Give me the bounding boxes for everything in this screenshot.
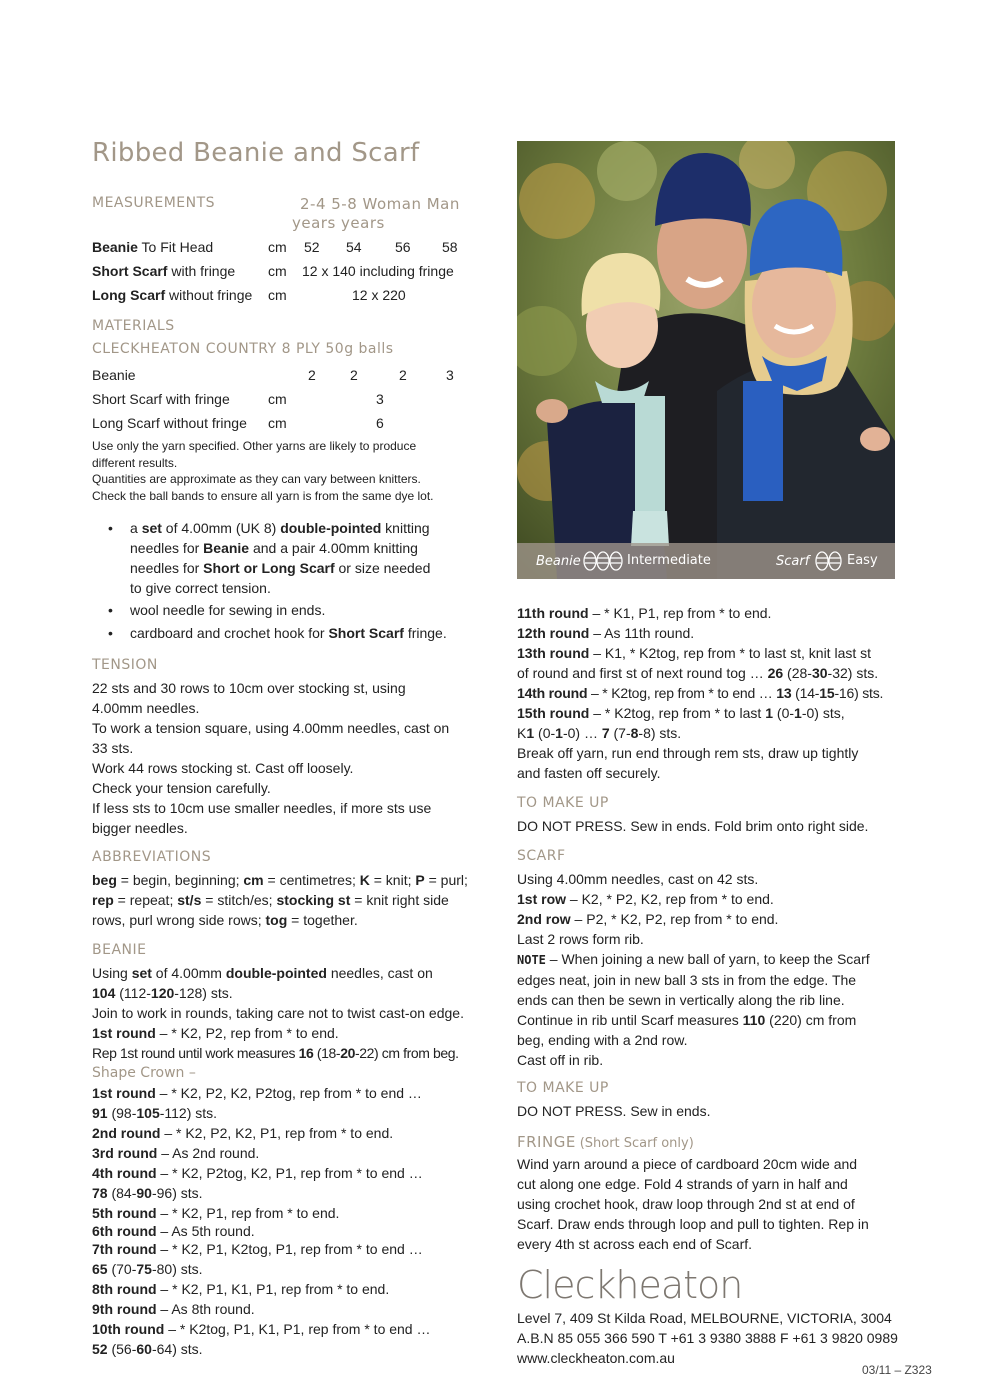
row-label: Beanie [92, 239, 138, 255]
scarf-label: Scarf [776, 554, 810, 569]
scarf-make-up-text: DO NOT PRESS. Sew in ends. [517, 1103, 711, 1119]
size-value: 52 [304, 239, 320, 255]
row-label: Short Scarf [92, 263, 168, 279]
beanie-instructions-continued: 11th round – * K1, P1, rep from * to end. 12th round – As 11th round. 13th round – K1, * K2tog, rep from * to last st, knit last st of round and first st of next round tog … 26 (28-30-32) sts. 14th round – * K2tog, rep from * to end … 13 (14-15-16) sts. 15th round – * K2tog, rep from * to last 1 (0-1-0) sts, K1 (0-1-0) … 7 (7-8-8) sts. Break off yarn, run end through rem sts, draw up tightly and fasten off securely. [517, 605, 884, 781]
fringe-subheading: (Short Scarf only) [579, 1136, 694, 1151]
size-value: 54 [346, 239, 362, 255]
material-row-label: Beanie [92, 367, 136, 383]
measure-row-short-scarf [92, 263, 235, 279]
measure-row-long-scarf [92, 287, 252, 303]
shape-crown-subheading: Shape Crown – [92, 1065, 196, 1081]
beanie-heading: BEANIE [92, 942, 147, 958]
fringe-heading: FRINGE [517, 1133, 576, 1151]
abbreviations-text: beg = begin, beginning; cm = centimetres; K = knit; P = purl; rep = repeat; st/s = stitch/es; stocking st = knit right side rows, purl wrong side rows; tog = together. [92, 872, 468, 928]
materials-heading: MATERIALS [92, 318, 175, 334]
fringe-instructions: Wind yarn around a piece of cardboard 20cm wide and cut along one edge. Fold 4 strands of yarn in half and using crochet hook, draw loop through 2nd st at end of Scarf. Draw ends through loop and pull to tighten. Rep in every 4th st across each end of Scarf. [517, 1156, 869, 1252]
measurements-heading: MEASUREMENTS [92, 195, 216, 211]
family-photo [517, 141, 895, 579]
size-value: 56 [395, 239, 411, 255]
bullet-dot: • [108, 520, 113, 536]
row-label-rest: without fringe [165, 287, 253, 303]
beanie-instructions: Using set of 4.00mm double-pointed needles, cast on 104 (112-120-128) sts. Join to work in rounds, taking care not to twist cast-on edge. 1st round – * K2, P2, rep from * to end. Rep 1st round until work measures 16 (18-20-22) cm from beg. Shape Crown – 1st round – * K2, P2, K2, P2tog, rep from * to end … 91 (98-105-112) sts. 2nd round – * K2, P2, K2, P1, rep from * to end. 3rd round – As 2nd round. 4th round – * K2, P2tog, K2, P1, rep from * to end … 78 (84-90-96) sts. 5th round – * K2, P1, rep from * to end. 6th round – As 5th round. 7th round – * K2, P1, K2tog, P1, rep from * to end … 65 (70-75-80) sts. 8th round – * K2, P1, K1, P1, rep from * to end. 9th round – As 8th round. 10th round – * K2tog, P1, K1, P1, rep from * to end … 52 (56-60-64) sts. [92, 963, 482, 1359]
note-line: Check the ball bands to ensure all yarn is from the same dye lot. [92, 488, 434, 503]
sizes-header-years: years years [292, 214, 385, 232]
ball-count: 3 [376, 391, 384, 407]
note-line: Use only the yarn specified. Other yarns are likely to produce [92, 439, 417, 453]
ball-count: 2 [350, 367, 358, 383]
unit: cm [268, 415, 287, 431]
ball-count: 2 [399, 367, 407, 383]
beanie-make-up-text: DO NOT PRESS. Sew in ends. Fold brim onto right side. [517, 818, 869, 834]
difficulty-strip [517, 543, 895, 579]
note-line: different results. [92, 455, 178, 470]
pattern-code: 03/11 – Z323 [862, 1363, 932, 1377]
bullet-needles: • a set of 4.00mm (UK 8) double-pointed knitting needles for Beanie and a pair 4.00mm knitting needles for Short or Long Scarf or size needed to give correct tension. [108, 520, 431, 596]
row-label-rest: with fringe [167, 263, 236, 279]
scarf-make-up-heading: TO MAKE UP [517, 1080, 609, 1096]
row-label-rest: To Fit Head [137, 239, 214, 255]
cleckheaton-logo: Cleckheaton [517, 1263, 743, 1307]
material-row-label: Short Scarf with fringe [92, 391, 230, 407]
measure-row-beanie [92, 239, 213, 255]
unit: cm [268, 287, 287, 303]
bullet-wool-needle: • wool needle for sewing in ends. [108, 602, 326, 618]
company-address: Level 7, 409 St Kilda Road, MELBOURNE, VICTORIA, 3004 A.B.N 85 055 366 590 T +61 3 9380 3888 F +61 3 9820 0989 www.cleckheaton.com.au [517, 1310, 898, 1366]
note-line: Quantities are approximate as they can vary between knitters. [92, 472, 421, 486]
materials-subheading: CLECKHEATON COUNTRY 8 PLY 50g balls [92, 341, 394, 357]
scarf-heading: SCARF [517, 848, 566, 864]
ball-count: 3 [446, 367, 454, 383]
size-value: 58 [442, 239, 458, 255]
scarf-level: Easy [847, 553, 878, 568]
materials-note [92, 438, 482, 504]
bullet-dot: • [108, 625, 113, 641]
size-value: 12 x 140 including fringe [302, 263, 454, 279]
row-label: Long Scarf [92, 287, 166, 303]
beanie-level: Intermediate [627, 553, 711, 568]
size-value: 12 x 220 [352, 287, 406, 303]
page-title: Ribbed Beanie and Scarf [92, 138, 420, 168]
bullet-cardboard: • cardboard and crochet hook for Short Scarf fringe. [108, 625, 447, 641]
fringe-heading-row [517, 1133, 694, 1151]
photo-illustration [517, 141, 895, 579]
beanie-label: Beanie [536, 554, 581, 569]
tension-heading: TENSION [92, 657, 158, 673]
scarf-instructions: Using 4.00mm needles, cast on 42 sts. 1st row – K2, * P2, K2, rep from * to end. 2nd row – P2, * K2, P2, rep from * to end. Last 2 rows form rib. NOTE – When joining a new ball of yarn, to keep the Scarf edges neat, join in new ball 3 sts in from the edge. The ends can then be sewn in vertically along the rib line. Continue in rib until Scarf measures 110 (220) cm from beg, ending with a 2nd row. Cast off in rib. [517, 871, 870, 1068]
tension-text: 22 sts and 30 rows to 10cm over stocking st, using 4.00mm needles. To work a tension square, using 4.00mm needles, cast on 33 sts. Work 44 rows stocking st. Cast off loosely. Check your tension carefully. If less sts to 10cm use smaller needles, if more sts use bigger needles. [92, 680, 450, 836]
sizes-header: 2-4 5-8 Woman Man [300, 195, 460, 213]
abbreviations-heading: ABBREVIATIONS [92, 849, 212, 865]
material-row-label: Long Scarf without fringe [92, 415, 247, 431]
easy-skill-icon [815, 550, 843, 576]
ball-count: 2 [308, 367, 316, 383]
unit: cm [268, 391, 287, 407]
beanie-make-up-heading: TO MAKE UP [517, 795, 609, 811]
intermediate-skill-icon [583, 550, 623, 576]
unit: cm [268, 239, 287, 255]
unit: cm [268, 263, 287, 279]
ball-count: 6 [376, 415, 384, 431]
bullet-dot: • [108, 602, 113, 618]
